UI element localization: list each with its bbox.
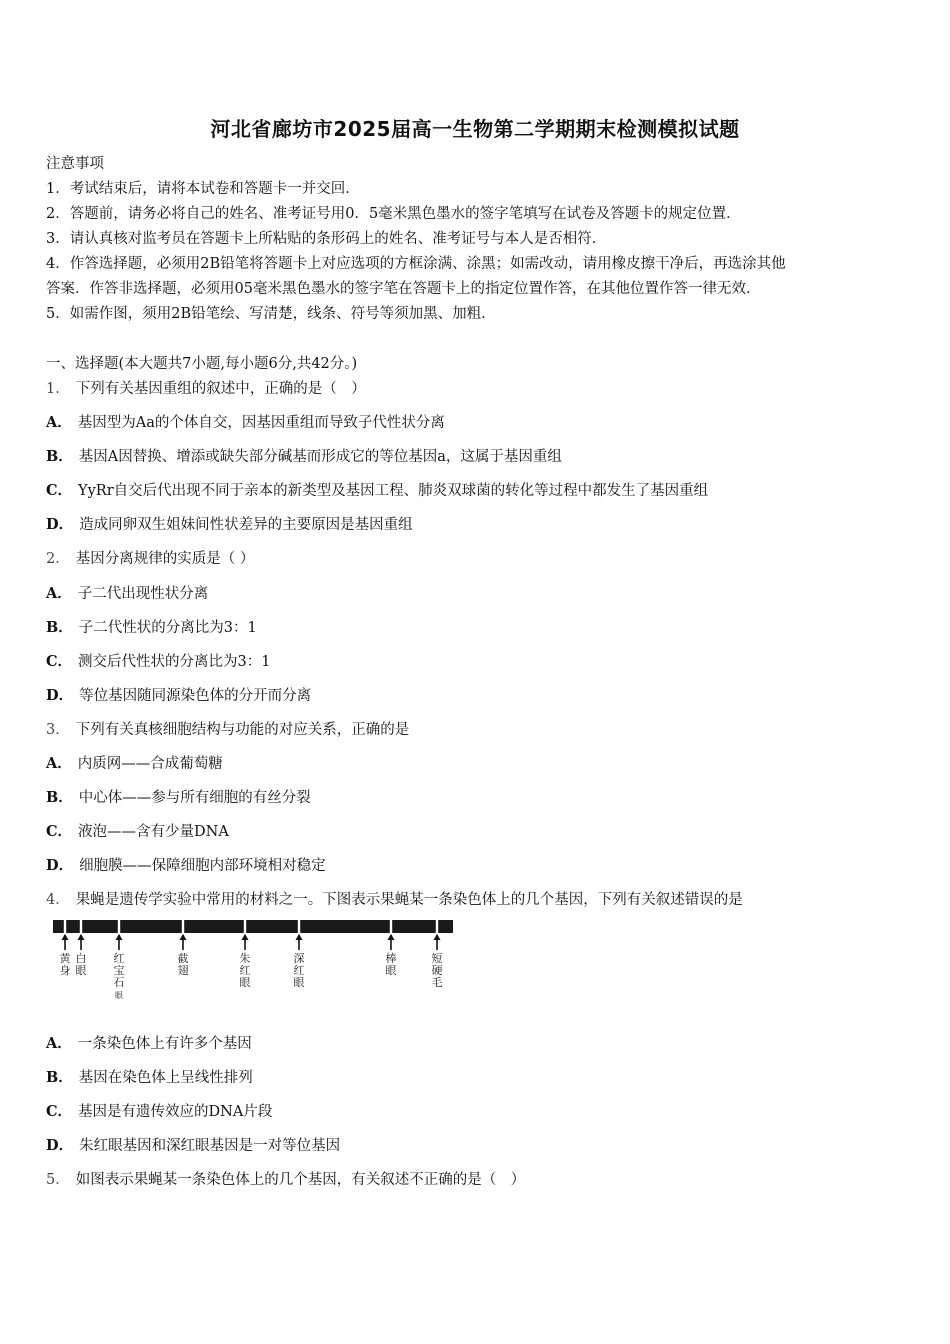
question-number: 2． [46,551,70,567]
gene-label-char: 眼 [75,964,87,977]
gene-label-char: 黄 [59,952,71,965]
gene-label-char: 红 [113,952,125,965]
question-1 [46,377,366,398]
gene-locus-gap [80,920,82,933]
chromosome-gene-diagram [50,918,460,1000]
option-3a: A． 内质网——合成葡萄糖 [46,755,223,772]
gene-label-char: 短 [431,952,443,965]
notice-item-4-cont: 答案．作答非选择题，必须用05毫米黑色墨水的签字笔在答题卡上的指定位置作答，在其他位置作答一律无效． [46,281,761,297]
option-2a: A． 子二代出现性状分离 [46,585,209,602]
question-5 [46,1168,525,1189]
gene-arrowhead [296,934,303,940]
option-1d: D． 造成同卵双生姐妹间性状差异的主要原因是基因重组 [46,516,413,533]
gene-locus-gap [118,920,120,933]
question-number: 1． [46,381,70,397]
question-text: 基因分离规律的实质是（ ） [75,551,255,567]
gene-locus-gap [244,920,246,933]
gene-label-char: 硬 [431,964,443,977]
notice-item-5: 5．如需作图，须用2B铅笔绘、写清楚，线条、符号等须加黑、加粗． [46,306,496,322]
notice-heading: 注意事项 [46,156,104,172]
question-text: 下列有关真核细胞结构与功能的对应关系，正确的是 [75,722,410,738]
question-number: 4． [46,892,70,908]
notice-item-3: 3．请认真核对监考员在答题卡上所粘贴的条形码上的姓名、准考证号与本人是否相符． [46,231,607,247]
chromosome-bar [53,920,453,933]
gene-label-char: 石 [113,976,125,989]
gene-label-char: 截 [177,952,189,965]
option-4b: B． 基因在染色体上呈线性排列 [46,1069,253,1086]
question-number: 5． [46,1172,70,1188]
option-4a: A． 一条染色体上有许多个基因 [46,1035,252,1052]
question-2 [46,547,254,568]
question-number: 3． [46,722,70,738]
page-title: 河北省廊坊市2025届高一生物第二学期期末检测模拟试题 [210,117,740,141]
option-1c: C． YyRr自交后代出现不同于亲本的新类型及基因工程、肺炎双球菌的转化等过程中都发生了基因重组 [46,482,709,499]
gene-locus-gap [390,920,392,933]
gene-label-char: 红 [293,964,305,977]
notice-item-1: 1．考试结束后，请将本试卷和答题卡一并交回． [46,181,360,197]
gene-locus-gap [182,920,184,933]
question-text: 下列有关基因重组的叙述中，正确的是（ ） [75,381,366,397]
gene-label-char: 红 [239,964,251,977]
notice-item-2: 2．答题前，请务必将自己的姓名、准考证号用0．5毫米黑色墨水的签字笔填写在试卷及答题卡的规定位置． [46,206,741,222]
gene-label-char: 翅 [177,964,189,977]
option-2b: B． 子二代性状的分离比为3：1 [46,619,257,636]
gene-label-char: 眼 [115,991,123,1000]
gene-arrowhead [434,934,441,940]
question-text: 如图表示果蝇某一条染色体上的几个基因，有关叙述不正确的是（ ） [75,1172,526,1188]
option-1b: B． 基因A因替换、增添或缺失部分碱基而形成它的等位基因a，这属于基因重组 [46,448,562,465]
option-3b: B． 中心体——参与所有细胞的有丝分裂 [46,789,311,806]
gene-label-char: 白 [75,952,87,965]
gene-label-char: 宝 [113,964,125,977]
option-4d: D． 朱红眼基因和深红眼基因是一对等位基因 [46,1137,341,1154]
gene-label-char: 眼 [385,964,397,977]
option-2c: C． 测交后代性状的分离比为3：1 [46,653,271,670]
section-heading: 一、选择题(本大题共7小题,每小题6分,共42分。) [46,356,358,372]
gene-label-char: 棒 [385,952,397,965]
option-3d: D． 细胞膜——保障细胞内部环境相对稳定 [46,857,326,874]
gene-locus-gap [298,920,300,933]
question-3 [46,718,409,739]
gene-arrowhead [180,934,187,940]
gene-label-char: 眼 [239,976,251,989]
gene-label-char: 眼 [293,976,305,989]
gene-arrowhead [242,934,249,940]
notice-item-4: 4．作答选择题，必须用2B铅笔将答题卡上对应选项的方框涂满、涂黑；如需改动，请用橡皮擦干净后，再选涂其他 [46,256,786,272]
gene-arrowhead [78,934,85,940]
gene-arrowhead [62,934,69,940]
option-4c: C． 基因是有遗传效应的DNA片段 [46,1103,273,1120]
gene-arrowhead [116,934,123,940]
gene-label-char: 身 [59,964,71,977]
gene-arrowhead [388,934,395,940]
gene-label-char: 毛 [431,976,443,989]
option-1a: A． 基因型为Aa的个体自交，因基因重组而导致子代性状分离 [46,414,445,431]
question-text: 果蝇是遗传学实验中常用的材料之一。下图表示果蝇某一条染色体上的几个基因，下列有关叙述错误的是 [75,892,743,908]
gene-locus-gap [436,920,438,933]
gene-label-char: 深 [293,952,305,965]
option-3c: C． 液泡——含有少量DNA [46,823,229,840]
gene-label-char: 朱 [239,952,251,965]
gene-locus-gap [64,920,66,933]
question-4 [46,888,743,909]
option-2d: D． 等位基因随同源染色体的分开而分离 [46,687,312,704]
